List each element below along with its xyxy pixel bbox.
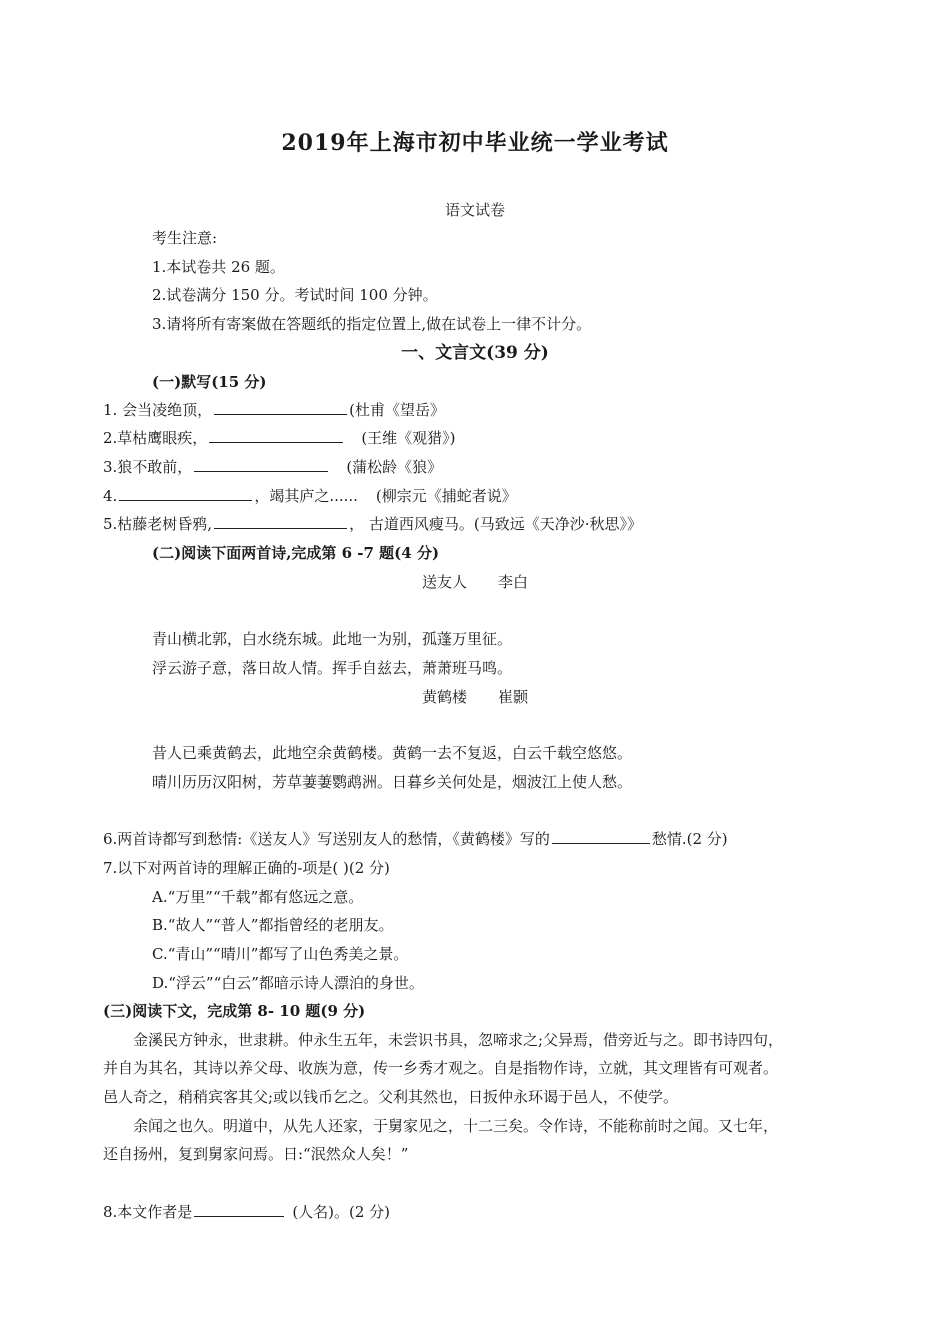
notice-heading: 考生注意:: [152, 229, 218, 247]
exam-title: 2019年上海市初中毕业统一学业考试: [281, 130, 669, 156]
choice-option[interactable]: A.“万里”“千载”都有悠远之意。: [152, 888, 364, 906]
part-heading: (三)阅读下文，完成第 8- 10 题(9 分): [103, 1002, 366, 1020]
question-6: [103, 829, 728, 849]
poem-line: 晴川历历汉阳树，芳草萋萋鹦鹉洲。日暮乡关何处是，烟波江上使人愁。: [152, 773, 633, 791]
answer-blank[interactable]: [209, 428, 343, 443]
question-source: (王维《观猎》): [361, 429, 456, 447]
question-source: (柳宗元《捕蛇者说》: [375, 487, 517, 505]
passage-line: 并自为其名，其诗以养父母、收族为意，传一乡秀才观之。自是指物作诗，立就，其文理皆有可观者。: [103, 1059, 779, 1077]
poem-title: 送友人: [422, 573, 468, 591]
question-2: [103, 428, 456, 448]
answer-blank[interactable]: [552, 829, 650, 844]
question-source: ， 古道西风瘦马。(马致远《天净沙·秋思》》: [349, 515, 642, 533]
question-4: [103, 486, 517, 506]
poem-title: 黄鹤楼: [422, 688, 468, 706]
question-text: 2.草枯鹰眼疾，: [103, 429, 208, 447]
passage-line: 还自扬州，复到舅家问焉。日:“泯然众人矣！”: [103, 1145, 409, 1163]
question-1: [103, 400, 445, 420]
choice-option[interactable]: B.“故人”“普人”都指曾经的老朋友。: [152, 916, 394, 934]
question-text: 5.枯藤老树昏鸦,: [103, 515, 213, 533]
question-3: [103, 457, 442, 477]
notice-item: 2.试卷满分 150 分。考试时间 100 分钟。: [152, 286, 438, 304]
choice-option[interactable]: D.“浮云”“白云”都暗示诗人漂泊的身世。: [152, 974, 424, 992]
notice-item: 3.请将所有寄案做在答题纸的指定位置上,做在试卷上一律不计分。: [152, 315, 592, 333]
question-text: ，竭其庐之......: [254, 487, 358, 505]
poem-line: 昔人已乘黄鹤去，此地空余黄鹤楼。黄鹤一去不复返，白云千载空悠悠。: [152, 744, 633, 762]
answer-blank[interactable]: [119, 486, 252, 501]
question-text: 3.狼不敢前，: [103, 458, 193, 476]
question-source: (蒲松龄《狼》: [346, 458, 443, 476]
notice-item: 1.本试卷共 26 题。: [152, 258, 285, 276]
answer-blank[interactable]: [194, 457, 328, 472]
question-text: 1. 会当凌绝顶，: [103, 401, 213, 419]
passage-line: 金溪民方钟永，世隶耕。仲永生五年，未尝识书具，忽啼求之;父异焉，借旁近与之。即书诗四句，: [133, 1031, 784, 1049]
poem-author: 崔颢: [498, 688, 529, 706]
exam-subtitle: 语文试卷: [444, 201, 505, 219]
poem-line: 浮云游子意，落日故人情。挥手自兹去，萧萧班马鸣。: [152, 659, 513, 677]
passage-line: 邑人奇之，稍稍宾客其父;或以钱币乞之。父利其然也，日扳仲永环谒于邑人，不使学。: [103, 1088, 679, 1106]
question-text: 6.两首诗都写到愁情:《送友人》写送别友人的愁情，《黄鹤楼》写的: [103, 830, 550, 848]
question-source: (杜甫《望岳》: [349, 401, 445, 419]
section-heading: 一、文言文(39 分): [401, 343, 549, 363]
choice-option[interactable]: C.“青山”“晴川”都写了山色秀美之景。: [152, 945, 409, 963]
question-text: 8.本文作者是: [103, 1203, 193, 1221]
part-heading: (一)默写(15 分): [152, 373, 267, 391]
passage-line: 余闻之也久。明道中，从先人还家，于舅家见之，十二三矣。令作诗，不能称前时之闻。又七年，: [133, 1117, 779, 1135]
question-text: (人名)。(2 分): [292, 1203, 391, 1221]
question-text: 4.: [103, 487, 118, 505]
question-7: 7.以下对两首诗的理解正确的-项是( )(2 分): [103, 859, 390, 877]
answer-blank[interactable]: [214, 400, 347, 415]
part-heading: (二)阅读下面两首诗,完成第 6 -7 题(4 分): [152, 544, 440, 562]
poem-line: 青山横北郭，白水绕东城。此地一为别，孤蓬万里征。: [152, 630, 513, 648]
answer-blank[interactable]: [214, 514, 347, 529]
answer-blank[interactable]: [194, 1202, 284, 1217]
question-8: [103, 1202, 390, 1222]
poem-author: 李白: [498, 573, 529, 591]
question-5: [103, 514, 642, 534]
question-text: 愁情.(2 分): [651, 830, 728, 848]
